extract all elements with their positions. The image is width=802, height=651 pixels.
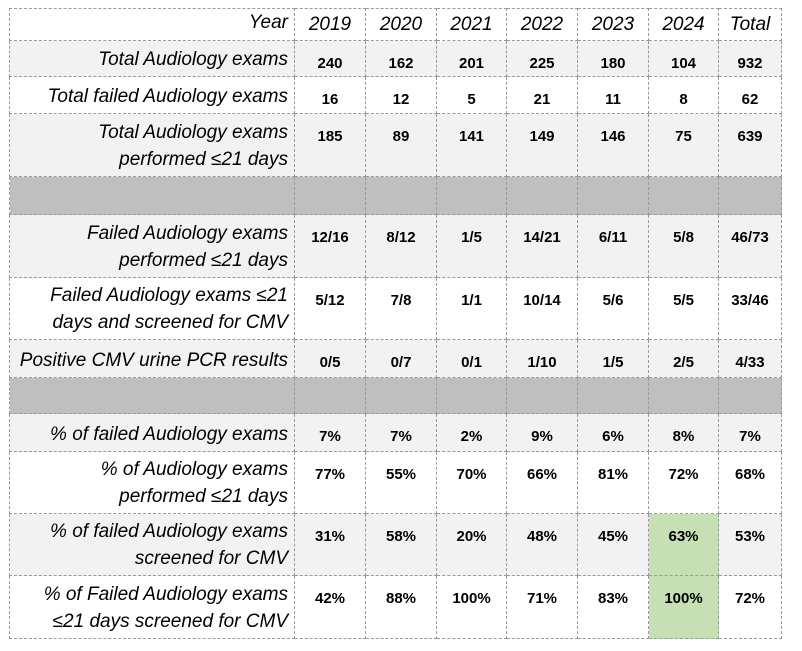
cell-2024: 75 (649, 114, 719, 177)
cell-2021: 1/5 (437, 215, 507, 278)
cell-total: 932 (719, 41, 782, 77)
cell-2023: 6/11 (578, 215, 649, 278)
separator-cell (295, 177, 366, 215)
cell-2021: 201 (437, 41, 507, 77)
cell-2020: 7% (366, 414, 437, 452)
cell-2021: 0/1 (437, 340, 507, 378)
row-label: Failed Audiology exams performed ≤21 days (10, 215, 295, 278)
cell-2020: 0/7 (366, 340, 437, 378)
cell-2022: 14/21 (507, 215, 578, 278)
separator-cell (366, 177, 437, 215)
separator-cell (649, 378, 719, 414)
row-label: % of failed Audiology exams (10, 414, 295, 452)
cell-2019: 7% (295, 414, 366, 452)
cell-2022: 71% (507, 576, 578, 639)
cell-2022: 1/10 (507, 340, 578, 378)
cell-2021: 100% (437, 576, 507, 639)
row-label: Failed Audiology exams ≤21 days and screened for CMV (10, 278, 295, 340)
cell-2024-highlighted: 100% (649, 576, 719, 639)
cell-2021: 5 (437, 77, 507, 114)
cell-total: 72% (719, 576, 782, 639)
cell-total: 4/33 (719, 340, 782, 378)
cell-2023: 146 (578, 114, 649, 177)
cell-total: 62 (719, 77, 782, 114)
separator-cell (719, 177, 782, 215)
cell-2022: 149 (507, 114, 578, 177)
cell-2022: 9% (507, 414, 578, 452)
separator-cell (10, 378, 295, 414)
separator-cell (366, 378, 437, 414)
cell-2019: 42% (295, 576, 366, 639)
cell-2021: 20% (437, 514, 507, 576)
separator-cell (507, 378, 578, 414)
cell-2023: 5/6 (578, 278, 649, 340)
row-label: Total failed Audiology exams (10, 77, 295, 114)
cell-2023: 83% (578, 576, 649, 639)
cell-total: 33/46 (719, 278, 782, 340)
year-2020-header: 2020 (366, 9, 437, 41)
cell-2020: 12 (366, 77, 437, 114)
year-2024-header: 2024 (649, 9, 719, 41)
separator-row (10, 378, 782, 414)
table-row (10, 452, 782, 514)
separator-cell (437, 378, 507, 414)
cell-2020: 89 (366, 114, 437, 177)
separator-row (10, 177, 782, 215)
cell-2019: 5/12 (295, 278, 366, 340)
table-row (10, 215, 782, 278)
cell-2024: 8 (649, 77, 719, 114)
row-label: Total Audiology exams performed ≤21 days (10, 114, 295, 177)
separator-cell (578, 177, 649, 215)
table-row (10, 77, 782, 114)
table-row (10, 514, 782, 576)
cell-2019: 12/16 (295, 215, 366, 278)
cell-2024: 5/8 (649, 215, 719, 278)
cell-2021: 2% (437, 414, 507, 452)
year-2023-header: 2023 (578, 9, 649, 41)
cell-2020: 8/12 (366, 215, 437, 278)
separator-cell (295, 378, 366, 414)
table-row (10, 576, 782, 639)
cell-2023: 180 (578, 41, 649, 77)
table-row (10, 41, 782, 77)
cell-2023: 1/5 (578, 340, 649, 378)
cell-2019: 240 (295, 41, 366, 77)
audiology-cmv-table (9, 8, 782, 639)
row-label: Positive CMV urine PCR results (10, 340, 295, 378)
cell-2023: 81% (578, 452, 649, 514)
cell-total: 53% (719, 514, 782, 576)
cell-2023: 45% (578, 514, 649, 576)
row-label: Total Audiology exams (10, 41, 295, 77)
cell-total: 68% (719, 452, 782, 514)
cell-2020: 7/8 (366, 278, 437, 340)
header-row (10, 9, 782, 41)
cell-2019: 31% (295, 514, 366, 576)
cell-total: 639 (719, 114, 782, 177)
cell-total: 46/73 (719, 215, 782, 278)
cell-2023: 6% (578, 414, 649, 452)
cell-2021: 1/1 (437, 278, 507, 340)
row-label: % of failed Audiology exams screened for CMV (10, 514, 295, 576)
cell-total: 7% (719, 414, 782, 452)
separator-cell (578, 378, 649, 414)
cell-2024: 8% (649, 414, 719, 452)
cell-2021: 70% (437, 452, 507, 514)
separator-cell (10, 177, 295, 215)
cell-2020: 162 (366, 41, 437, 77)
separator-cell (649, 177, 719, 215)
cell-2024: 104 (649, 41, 719, 77)
cell-2019: 0/5 (295, 340, 366, 378)
separator-cell (719, 378, 782, 414)
cell-2022: 66% (507, 452, 578, 514)
cell-2022: 21 (507, 77, 578, 114)
cell-2022: 225 (507, 41, 578, 77)
table-row (10, 114, 782, 177)
cell-2024: 2/5 (649, 340, 719, 378)
cell-2020: 88% (366, 576, 437, 639)
cell-2022: 48% (507, 514, 578, 576)
year-2022-header: 2022 (507, 9, 578, 41)
cell-2019: 16 (295, 77, 366, 114)
row-label: % of Audiology exams performed ≤21 days (10, 452, 295, 514)
row-label: % of Failed Audiology exams ≤21 days screened for CMV (10, 576, 295, 639)
year-2021-header: 2021 (437, 9, 507, 41)
cell-2024-highlighted: 63% (649, 514, 719, 576)
total-header: Total (719, 9, 782, 41)
separator-cell (437, 177, 507, 215)
cell-2019: 185 (295, 114, 366, 177)
year-header: Year (10, 9, 295, 41)
table-row (10, 414, 782, 452)
cell-2024: 5/5 (649, 278, 719, 340)
cell-2024: 72% (649, 452, 719, 514)
cell-2022: 10/14 (507, 278, 578, 340)
year-2019-header: 2019 (295, 9, 366, 41)
cell-2020: 58% (366, 514, 437, 576)
cell-2021: 141 (437, 114, 507, 177)
cell-2023: 11 (578, 77, 649, 114)
table-row (10, 278, 782, 340)
separator-cell (507, 177, 578, 215)
cell-2020: 55% (366, 452, 437, 514)
table-row (10, 340, 782, 378)
cell-2019: 77% (295, 452, 366, 514)
